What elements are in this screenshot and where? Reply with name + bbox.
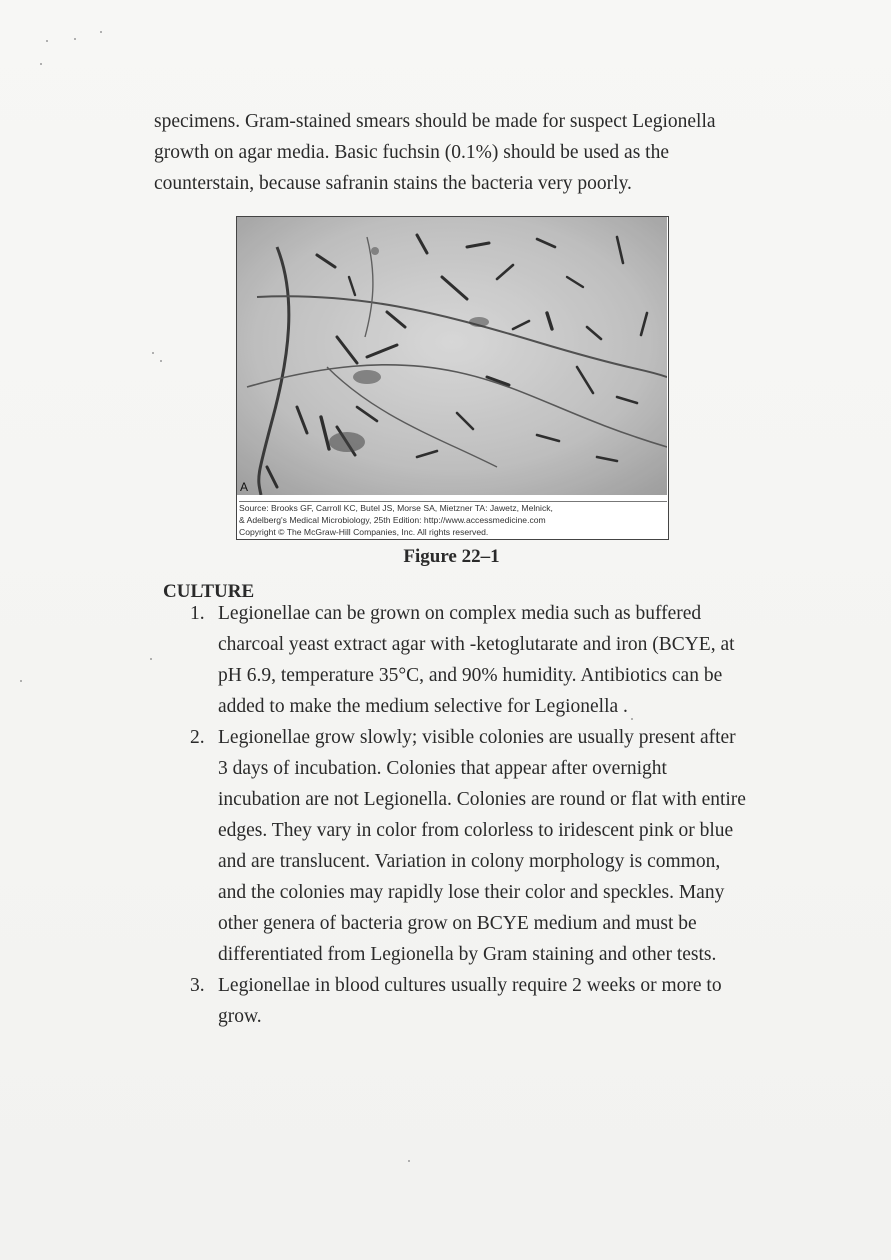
micrograph-image (237, 217, 667, 495)
copyright-line: Copyright © The McGraw-Hill Companies, Inc. All rights reserved. (239, 527, 489, 537)
list-item (190, 970, 750, 1032)
list-item-number: 1. (190, 603, 205, 624)
list-item-text: Legionellae in blood cultures usually require 2 weeks or more to grow. (218, 975, 722, 1027)
figure-title: Figure 22–1 (403, 546, 500, 567)
list-item (190, 722, 750, 970)
source-line: & Adelberg's Medical Microbiology, 25th Edition: http://www.accessmedicine.com (239, 515, 546, 525)
intro-paragraph: specimens. Gram-stained smears should be made for suspect Legionella growth on agar media. Basic fuchsin (0.1%) should be used as the counterstain, because safranin stains the bacteria very poorly. (154, 111, 716, 194)
culture-heading: CULTURE (163, 581, 255, 602)
figure-source-credit (239, 501, 667, 538)
figure-panel-label: A (240, 480, 249, 494)
list-item-number: 2. (190, 727, 205, 748)
list-item (190, 598, 750, 722)
list-item-number: 3. (190, 975, 205, 996)
culture-list (190, 598, 750, 1032)
figure-22-1 (236, 216, 669, 540)
list-item-text: Legionellae can be grown on complex media such as buffered charcoal yeast extract agar with -ketoglutarate and iron (BCYE, at pH 6.9, temperature 35°C, and 90% humidity. Antibiotics can be added to make the medium selective for Legionella . (218, 603, 735, 717)
source-line: Source: Brooks GF, Carroll KC, Butel JS, Morse SA, Mietzner TA: Jawetz, Melnick, (239, 503, 553, 513)
list-item-text: Legionellae grow slowly; visible colonies are usually present after 3 days of incubation. Colonies that appear after overnight incubation are not Legionella. Colonies are round or flat with entire edges. They vary in color from colorless to iridescent pink or blue and are translucent. Variation in colony morphology is common, and the colonies may rapidly lose their color and speckles. Many other genera of bacteria grow on BCYE medium and must be differentiated from Legionella by Gram staining and other tests. (218, 727, 746, 965)
